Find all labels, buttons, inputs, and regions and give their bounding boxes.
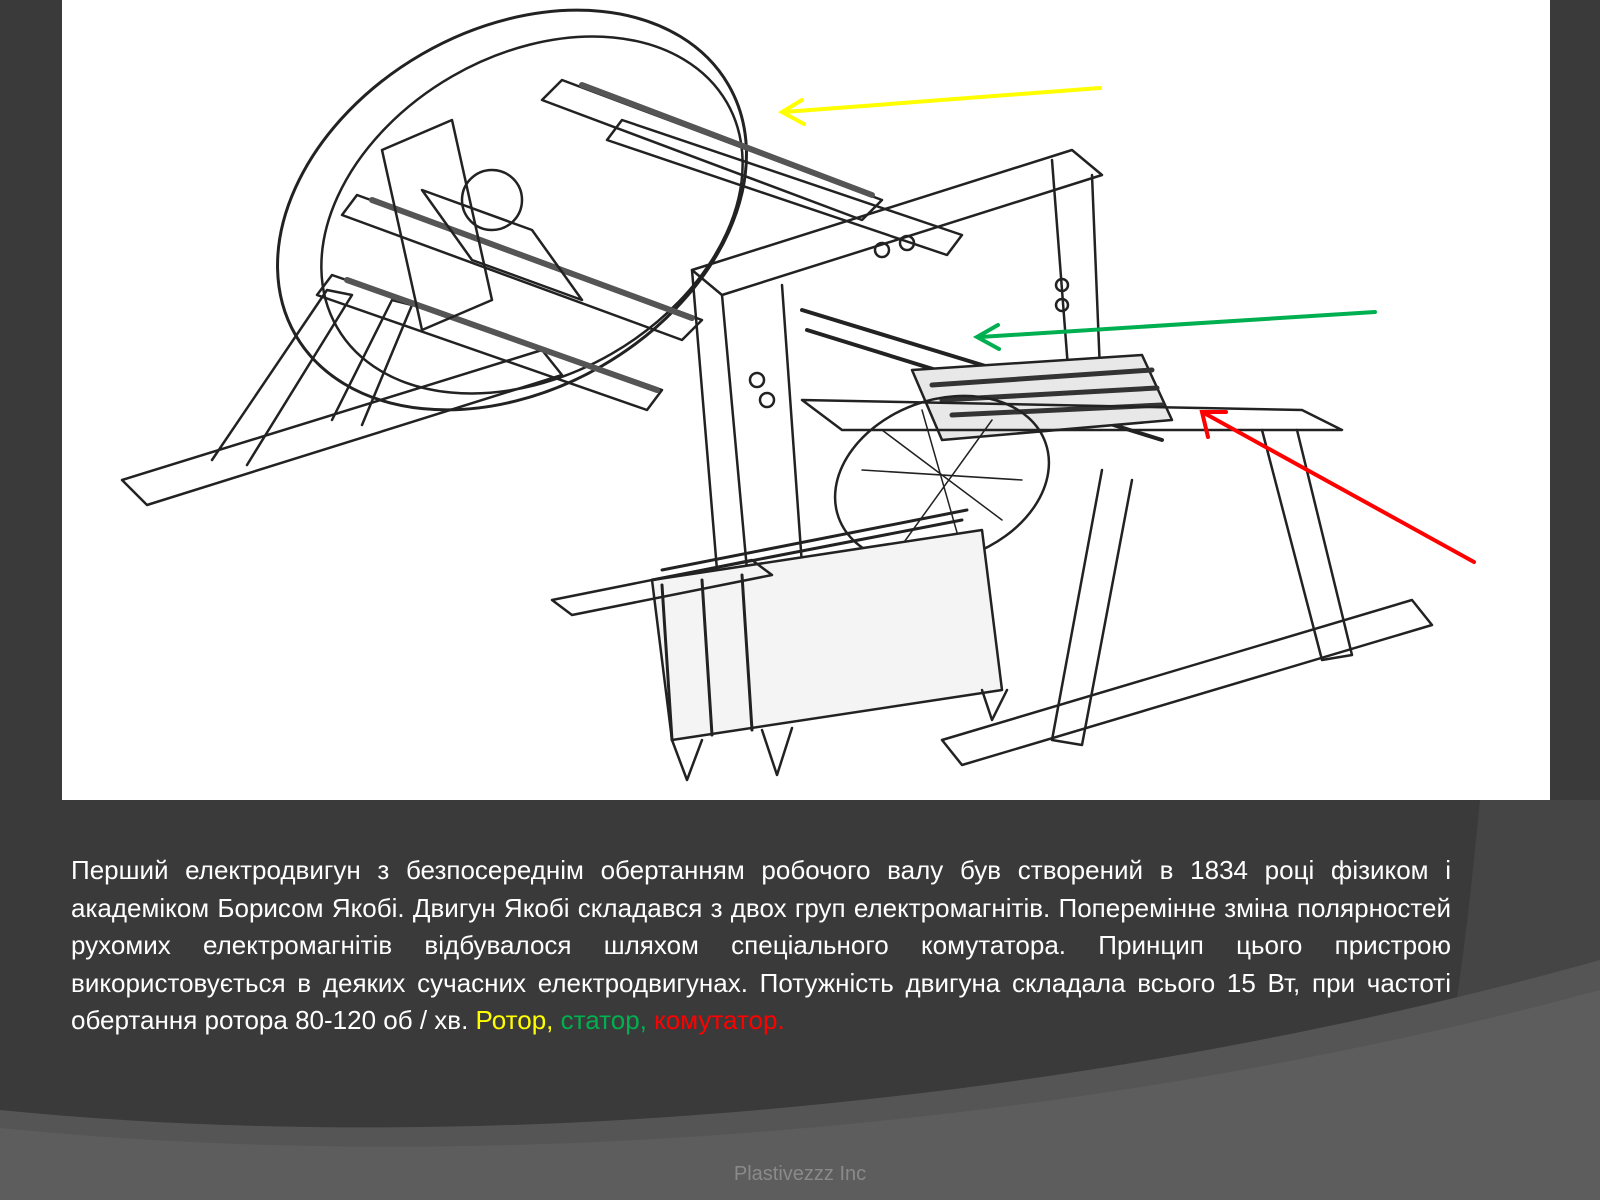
stator-label: статор, xyxy=(560,1005,647,1035)
stator-arrow-icon xyxy=(977,312,1375,349)
caption-body-text: Перший електродвигун з безпосереднім обертанням робочого валу був створений в 1834 році фізиком і академіком Борисом Якобі. Двигун Якобі складався з двох груп електромагнітів. Поперемінне зміна полярностей рухомих електромагнітів відбувалося шляхом спеціального комутатора. Принцип цього пристрою використовується в деяких сучасних електродвигунах. Потужність двигуна складала всього 15 Вт, при частоті обертання ротора 80-120 об / хв. xyxy=(71,855,1451,1035)
commutator-label: комутатор. xyxy=(654,1005,785,1035)
rotor-arrow-icon xyxy=(782,88,1100,124)
slide-caption xyxy=(71,852,1451,1040)
commutator-arrow-icon xyxy=(1202,412,1474,562)
slide-footer: Plastivezzz Inc xyxy=(733,1163,867,1185)
rotor-label: Ротор, xyxy=(475,1005,554,1035)
motor-drawing-figure xyxy=(62,0,1550,800)
annotation-arrows xyxy=(62,0,1550,800)
